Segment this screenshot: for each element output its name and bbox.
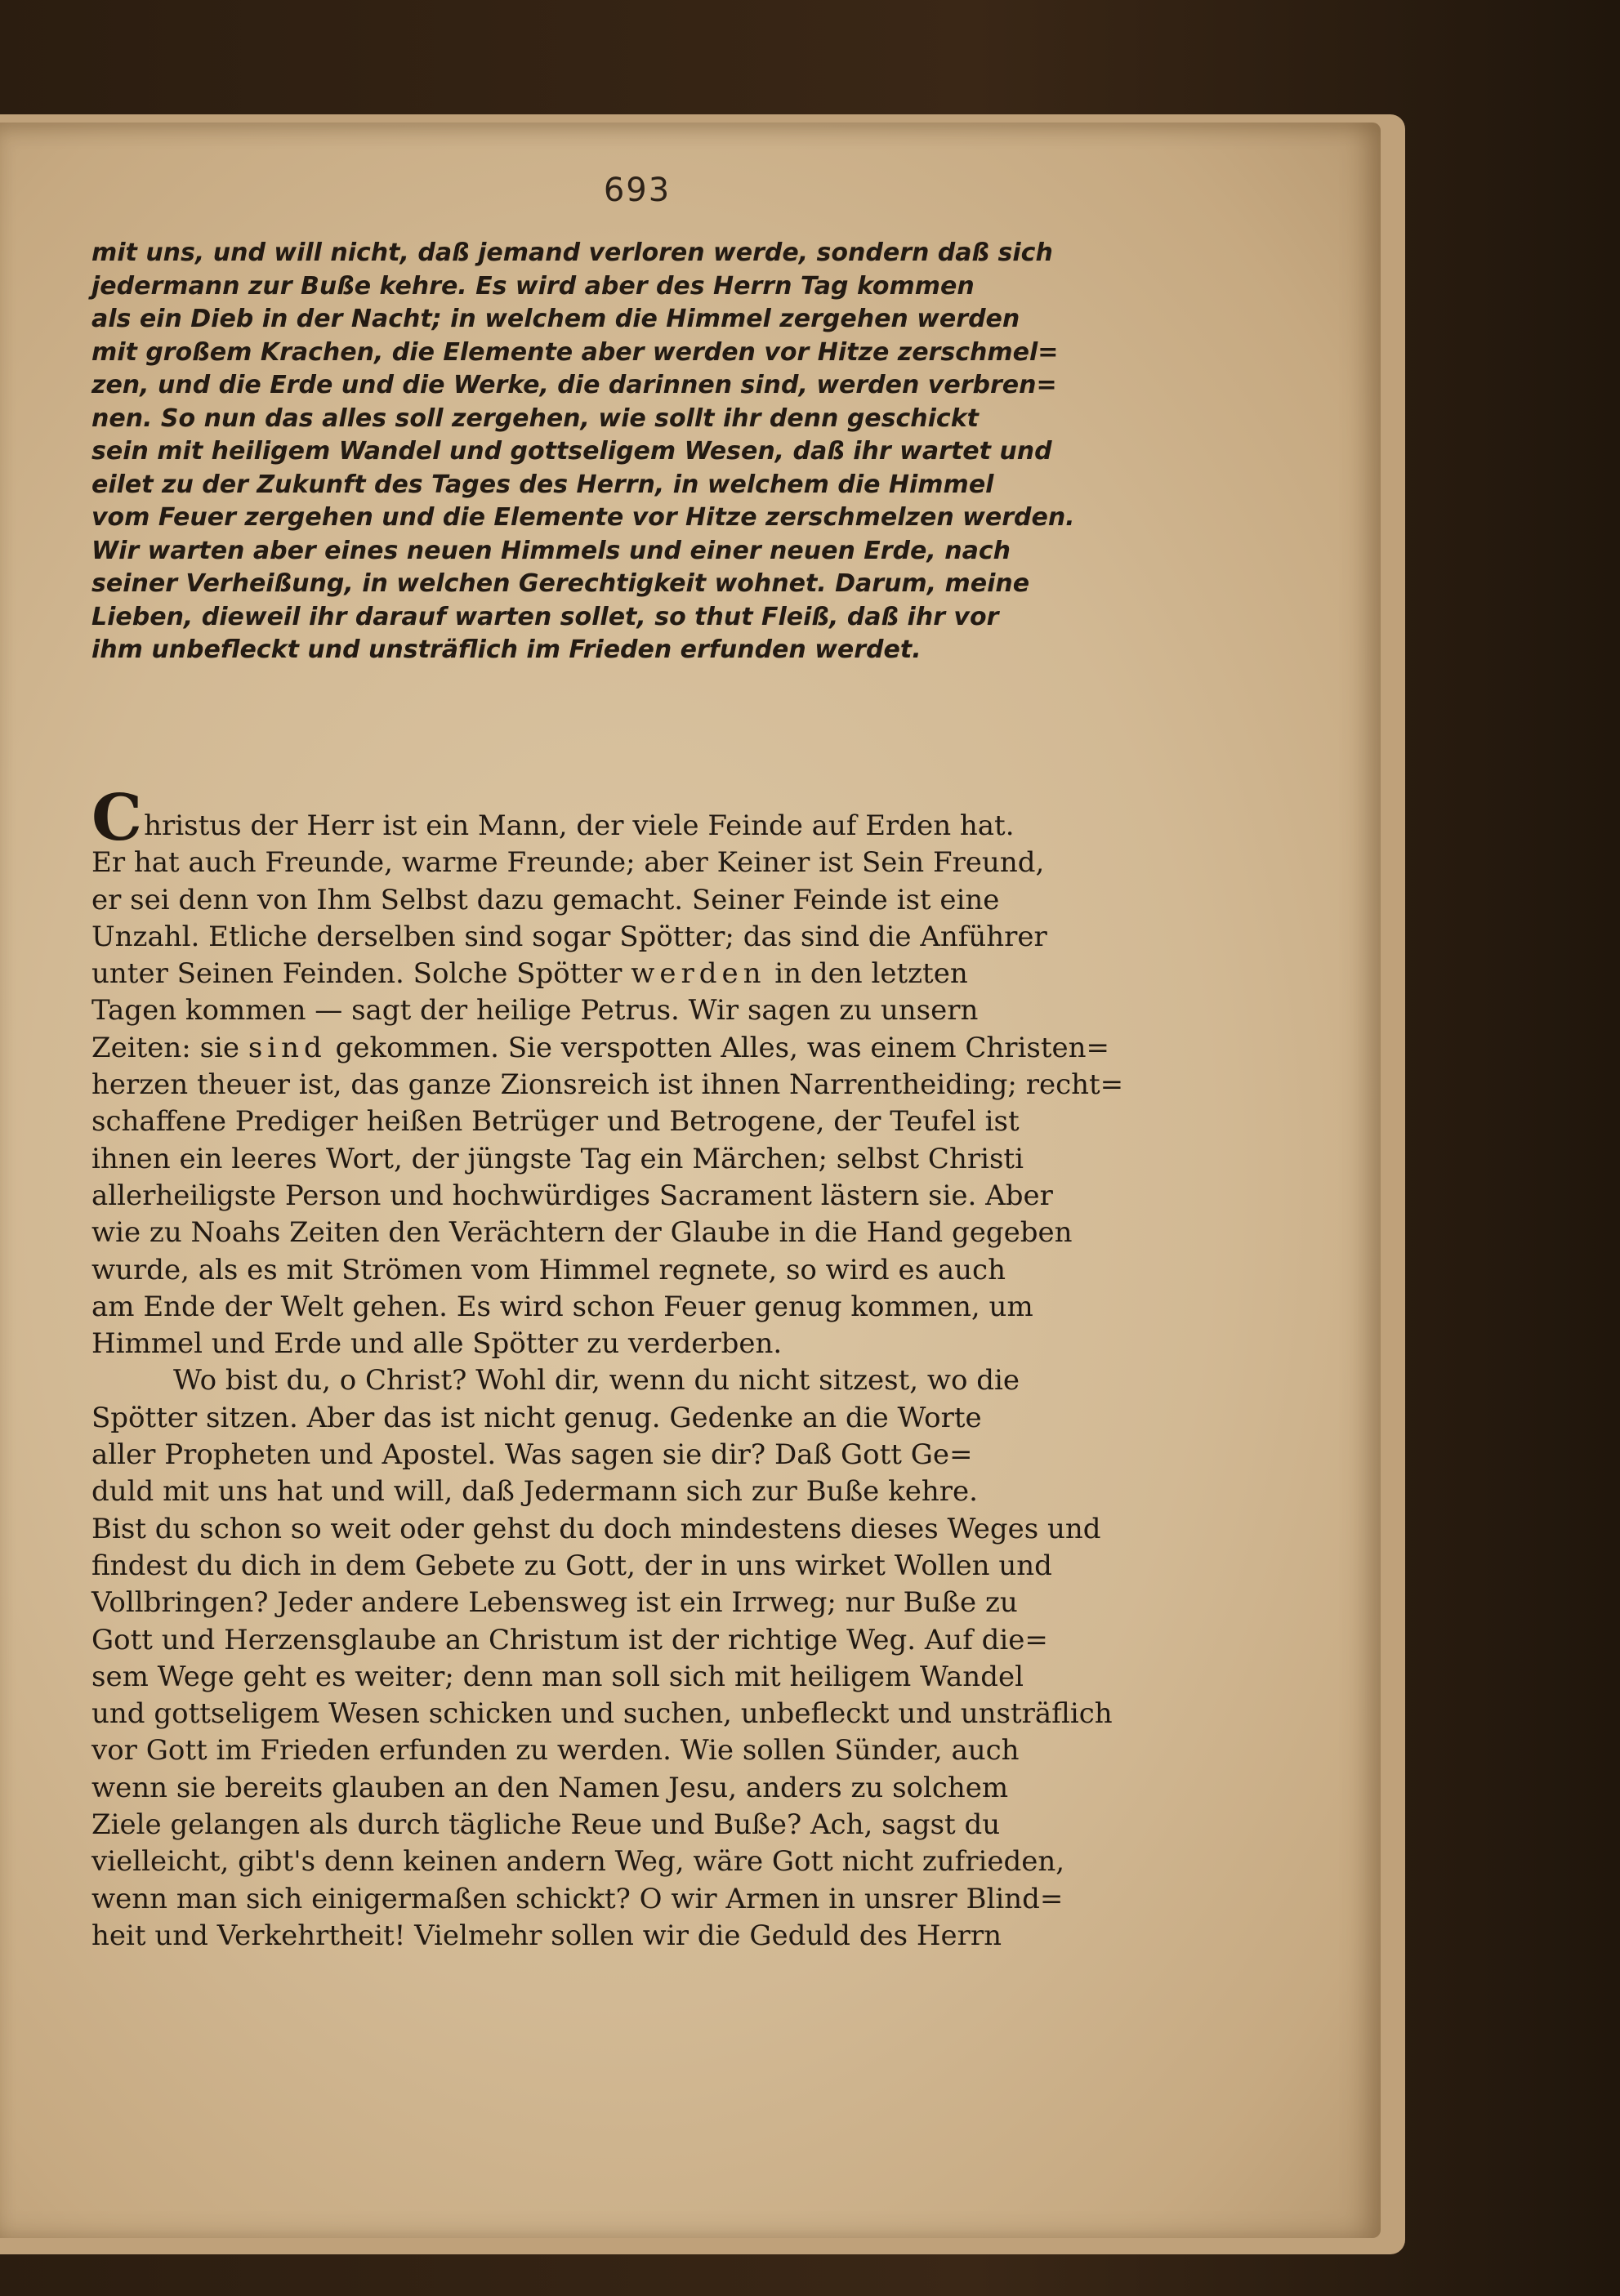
quote-line: mit großem Krachen, die Elemente aber werden vor Hitze zerschmel=	[91, 337, 1059, 367]
body-line: Himmel und Erde und alle Spötter zu verderben.	[91, 1327, 783, 1361]
body-line-text: hristus der Herr ist ein Mann, der viele Feinde auf Erden hat.	[144, 809, 1015, 842]
body-line: Er hat auch Freunde, warme Freunde; aber Keiner ist Sein Freund,	[91, 846, 1045, 880]
quote-line: Lieben, dieweil ihr darauf warten sollet, so thut Fleiß, daß ihr vor	[91, 602, 999, 631]
body-line: Unzahl. Etliche derselben sind sogar Spötter; das sind die Anführer	[91, 920, 1047, 953]
body-line: wurde, als es mit Strömen vom Himmel regnete, so wird es auch	[91, 1253, 1006, 1286]
body-line: aller Propheten und Apostel. Was sagen sie dir? Daß Gott Ge=	[91, 1438, 973, 1472]
body-line: am Ende der Welt gehen. Es wird schon Feuer genug kommen, um	[91, 1290, 1033, 1323]
body-line: Gott und Herzensglaube an Christum ist der richtige Weg. Auf die=	[91, 1623, 1048, 1656]
quote-line: Wir warten aber eines neuen Himmels und einer neuen Erde, nach	[91, 536, 1011, 565]
body-line: Wo bist du, o Christ? Wohl dir, wenn du nicht sitzest, wo die	[173, 1364, 1020, 1398]
body-line	[91, 1030, 1173, 1067]
body-line: duld mit uns hat und will, daß Jedermann sich zur Buße kehre.	[91, 1475, 978, 1509]
body-line: herzen theuer ist, das ganze Zionsreich ist ihnen Narrentheiding; recht=	[91, 1068, 1124, 1102]
body-line: allerheiligste Person und hochwürdiges Sacrament lästern sie. Aber	[91, 1179, 1053, 1212]
quote-line: als ein Dieb in der Nacht; in welchem die Himmel zergehen werden	[91, 305, 1020, 333]
quote-line: vom Feuer zergehen und die Elemente vor Hitze zerschmelzen werden.	[91, 503, 1075, 532]
quote-line: jedermann zur Buße kehre. Es wird aber des Herrn Tag kommen	[91, 271, 975, 301]
body-line: schaffene Prediger heißen Betrüger und Betrogene, der Teufel ist	[91, 1105, 1020, 1139]
body-line: wenn sie bereits glauben an den Namen Jesu, anders zu solchem	[91, 1771, 1009, 1804]
body-line: Spötter sitzen. Aber das ist nicht genug. Gedenke an die Worte	[91, 1401, 982, 1434]
body-line: vielleicht, gibt's denn keinen andern Weg, wäre Gott nicht zufrieden,	[91, 1845, 1065, 1879]
body-line: und gottseligem Wesen schicken und suchen, unbefleckt und unsträflich	[91, 1697, 1113, 1731]
quote-line: ihm unbefleckt und unsträflich im Frieden erfunden werdet.	[91, 635, 922, 664]
body-line: wie zu Noahs Zeiten den Verächtern der Glaube in die Hand gegeben	[91, 1216, 1073, 1250]
body-line-text: in den letzten	[774, 957, 968, 991]
scripture-quote	[91, 237, 1167, 667]
body-line: wenn man sich einigermaßen schickt? O wir Armen in unsrer Blind=	[91, 1882, 1064, 1915]
body-line: heit und Verkehrtheit! Vielmehr sollen wir die Geduld des Herrn	[91, 1919, 1002, 1952]
emphasized-word: sind	[248, 1031, 327, 1064]
body-line	[91, 781, 1173, 855]
body-line: Bist du schon so weit oder gehst du doch mindestens dieses Weges und	[91, 1512, 1101, 1545]
body-line: Vollbringen? Jeder andere Lebensweg ist ein Irrweg; nur Buße zu	[91, 1586, 1018, 1620]
body-line-text: unter Seinen Feinden. Solche Spötter	[91, 957, 623, 991]
page-number: 693	[603, 172, 672, 209]
quote-line: seiner Verheißung, in welchen Gerechtigkeit wohnet. Darum, meine	[91, 569, 1030, 598]
body-line: vor Gott im Frieden erfunden zu werden. Wie sollen Sünder, auch	[91, 1734, 1020, 1768]
quote-line: eilet zu der Zukunft des Tages des Herrn, in welchem die Himmel	[91, 470, 994, 499]
body-line: er sei denn von Ihm Selbst dazu gemacht. Seiner Feinde ist eine	[91, 883, 1000, 916]
body-line: Tagen kommen — sagt der heilige Petrus. Wir sagen zu unsern	[91, 994, 979, 1028]
body-text	[91, 781, 1173, 1955]
quote-line: mit uns, und will nicht, daß jemand verloren werde, sondern daß sich	[91, 239, 1053, 267]
body-line: ihnen ein leeres Wort, der jüngste Tag ein Märchen; selbst Christi	[91, 1142, 1024, 1175]
body-line	[91, 956, 1173, 992]
drop-initial: C	[91, 781, 143, 855]
body-line: sem Wege geht es weiter; denn man soll sich mit heiligem Wandel	[91, 1660, 1024, 1693]
emphasized-word: werden	[631, 957, 766, 991]
quote-line: zen, und die Erde und die Werke, die darinnen sind, werden verbren=	[91, 371, 1057, 399]
body-line: Ziele gelangen als durch tägliche Reue und Buße? Ach, sagst du	[91, 1808, 1001, 1842]
body-line-text: gekommen. Sie verspotten Alles, was einem Christen=	[335, 1031, 1110, 1064]
quote-line: nen. So nun das alles soll zergehen, wie sollt ihr denn geschickt	[91, 403, 980, 433]
quote-line: sein mit heiligem Wandel und gottseligem Wesen, daß ihr wartet und	[91, 437, 1052, 466]
body-line-text: Zeiten: sie	[91, 1031, 240, 1064]
body-line: findest du dich in dem Gebete zu Gott, der in uns wirket Wollen und	[91, 1549, 1052, 1582]
